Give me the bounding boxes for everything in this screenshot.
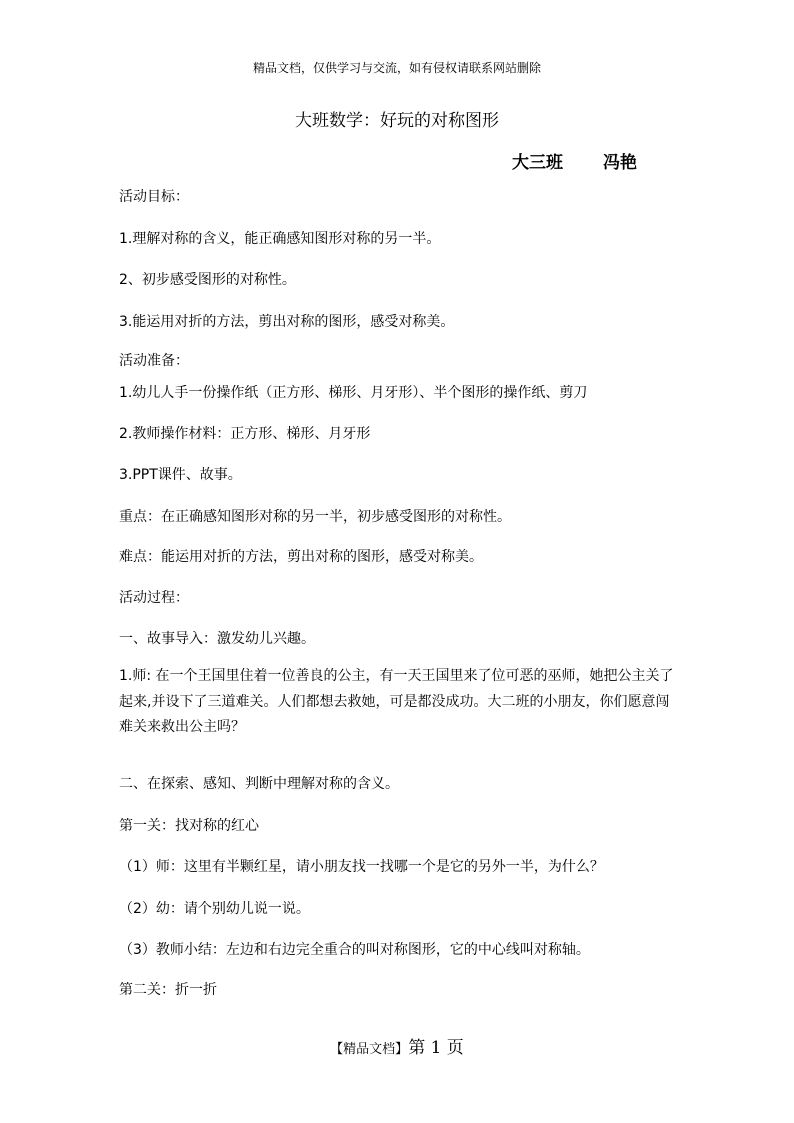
page-footer <box>0 1033 794 1058</box>
process-step-2-heading: 二、在探索、感知、判断中理解对称的含义。 <box>119 776 399 792</box>
level-one-item-3: （3）教师小结：左边和右边完全重合的叫对称图形，它的中心线叫对称轴。 <box>119 942 590 958</box>
footer-label: 【精品文档】 <box>330 1042 409 1057</box>
goal-item-1: 1.理解对称的含义，能正确感知图形对称的另一半。 <box>119 231 441 247</box>
key-point: 重点：在正确感知图形对称的另一半，初步感受图形的对称性。 <box>119 509 511 525</box>
level-one-item-2: （2）幼：请个别幼儿说一说。 <box>119 901 310 917</box>
difficult-point: 难点：能运用对折的方法，剪出对称的图形，感受对称美。 <box>119 549 483 565</box>
page-header: 精品文档，仅供学习与交流，如有侵权请联系网站删除 <box>252 61 541 75</box>
author-class: 大三班 <box>512 153 563 173</box>
goal-item-2: 2、初步感受图形的对称性。 <box>119 272 296 288</box>
preparation-item-2: 2.教师操作材料：正方形、梯形、月牙形 <box>119 426 371 442</box>
preparation-item-3: 3.PPT课件、故事。 <box>119 467 242 483</box>
document-title: 大班数学：好玩的对称图形 <box>295 111 499 131</box>
page-number: 第 1 页 <box>408 1038 464 1058</box>
section-heading-goals: 活动目标： <box>119 189 189 205</box>
level-one-heading: 第一关：找对称的红心 <box>119 818 259 834</box>
author-line <box>512 148 637 173</box>
goal-item-3: 3.能运用对折的方法，剪出对称的图形，感受对称美。 <box>119 314 455 330</box>
author-name: 冯艳 <box>603 153 637 173</box>
story-paragraph: 1.师: 在一个王国里住着一位善良的公主，有一天王国里来了位可恶的巫师，她把公主关了起来,并设下了三道难关。人们都想去救她，可是都没成功。大二班的小朋友，你们愿意闯难关来救出公主吗？ <box>119 668 674 735</box>
section-heading-process: 活动过程： <box>119 590 189 606</box>
section-heading-preparation: 活动准备： <box>119 353 189 369</box>
level-one-item-1: （1）师：这里有半颗红星，请小朋友找一找哪一个是它的另外一半，为什么？ <box>119 859 604 875</box>
process-step-1-heading: 一、故事导入：激发幼儿兴趣。 <box>119 631 315 647</box>
level-two-heading: 第二关：折一折 <box>119 982 217 998</box>
preparation-item-1: 1.幼儿人手一份操作纸（正方形、梯形、月牙形）、半个图形的操作纸、剪刀 <box>119 385 588 401</box>
